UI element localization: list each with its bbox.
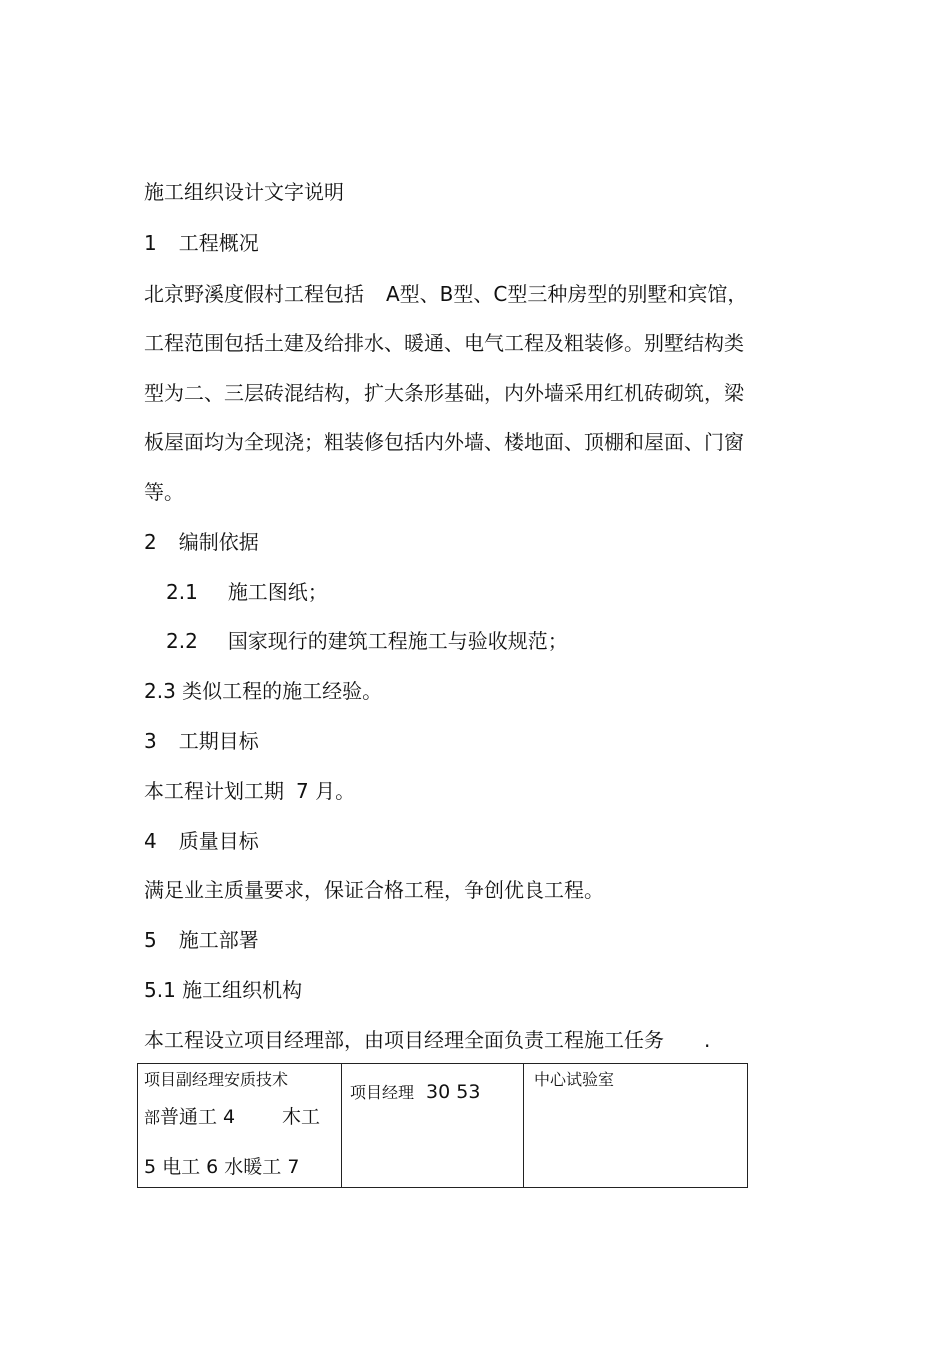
section-number: 5 — [144, 928, 157, 952]
section-title: 工期目标 — [178, 729, 259, 753]
cell-text: 木工 — [282, 1106, 321, 1128]
paragraph-text: A型、B型、C型三种房型的别墅和宾馆， — [386, 282, 748, 306]
cell-label: 中心试验室 — [534, 1070, 615, 1089]
paragraph-line: 等。 — [144, 480, 184, 504]
section-number: 1 — [144, 231, 157, 255]
cell-label: 项目经理 — [350, 1083, 415, 1102]
paragraph-text: 本工程设立项目经理部，由项目经理全面负责工程施工任务 — [144, 1028, 664, 1052]
list-item: 2.3 类似工程的施工经验。 — [144, 679, 383, 703]
list-item — [166, 629, 568, 653]
section-3-heading — [144, 729, 259, 753]
duration-value: 7 月。 — [296, 779, 356, 803]
section-number: 4 — [144, 829, 157, 853]
subsection-heading: 5.1 施工组织机构 — [144, 978, 303, 1002]
table-cell-right — [524, 1064, 747, 1187]
item-text: 施工图纸； — [227, 580, 328, 604]
table-cell-left — [138, 1064, 342, 1187]
document-title: 施工组织设计文字说明 — [144, 180, 344, 204]
cell-text-line — [144, 1106, 235, 1129]
section-title: 质量目标 — [178, 829, 259, 853]
org-structure-table — [137, 1063, 748, 1188]
paragraph-line: 板屋面均为全现浇；粗装修包括内外墙、楼地面、顶棚和屋面、门窗 — [144, 430, 744, 454]
paragraph-line: 工程范围包括土建及给排水、暖通、电气工程及粗装修。别墅结构类 — [144, 331, 744, 355]
paragraph-line — [144, 282, 747, 306]
cell-value: 30 53 — [426, 1081, 481, 1103]
section-title: 编制依据 — [178, 530, 259, 554]
item-text: 国家现行的建筑工程施工与验收规范； — [227, 629, 568, 653]
item-number: 2.1 — [166, 580, 198, 604]
section-2-heading — [144, 530, 259, 554]
cell-text: 普通工 4 — [160, 1106, 236, 1128]
paragraph-text: 本工程计划工期 — [144, 779, 284, 803]
cell-text: 项目副经理安质技术 — [144, 1070, 289, 1089]
paragraph-line: 满足业主质量要求，保证合格工程，争创优良工程。 — [144, 878, 604, 902]
paragraph-line: 型为二、三层砖混结构，扩大条形基础，内外墙采用红机砖砌筑，梁 — [144, 381, 744, 405]
paragraph-line — [144, 1028, 710, 1052]
paragraph-line — [144, 779, 355, 803]
table-cell-middle — [342, 1064, 524, 1187]
cell-text: 部 — [144, 1108, 161, 1127]
section-number: 2 — [144, 530, 157, 554]
section-title: 工程概况 — [178, 231, 259, 255]
item-number: 2.2 — [166, 629, 198, 653]
section-4-heading — [144, 829, 259, 853]
section-1-heading — [144, 231, 259, 255]
list-item — [166, 580, 328, 604]
section-5-heading — [144, 928, 259, 952]
section-number: 3 — [144, 729, 157, 753]
cell-text: 5 电工 6 水暖工 7 — [144, 1156, 300, 1178]
section-title: 施工部署 — [178, 928, 259, 952]
paragraph-text: 北京野溪度假村工程包括 — [144, 282, 364, 306]
cell-text-line — [350, 1081, 480, 1104]
trailing-dot: . — [704, 1028, 711, 1052]
